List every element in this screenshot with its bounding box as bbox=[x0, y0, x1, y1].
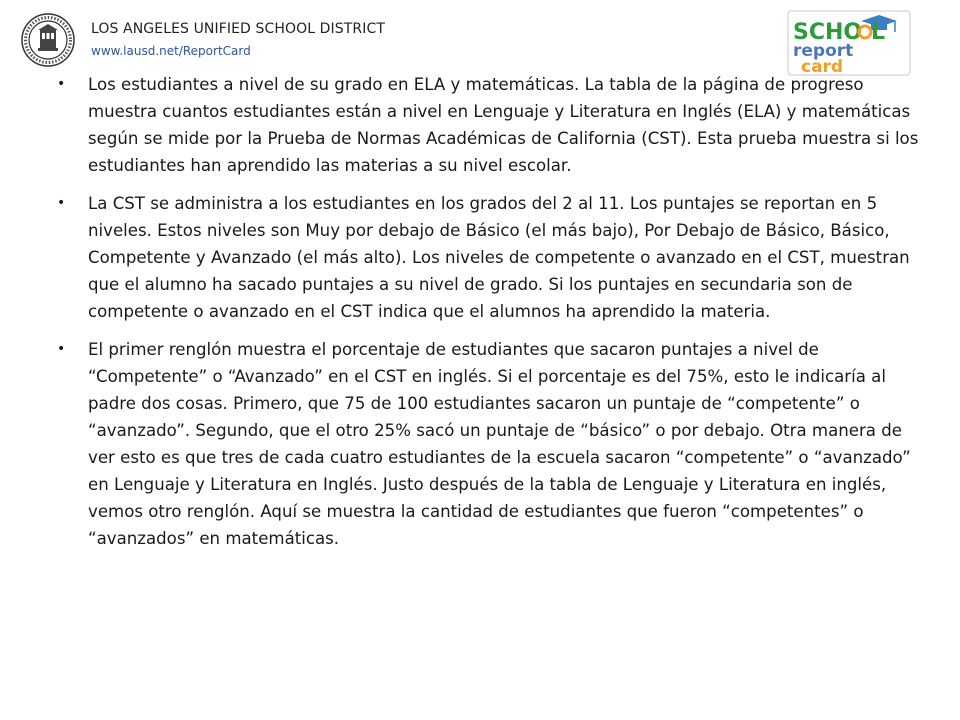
bullet-item bbox=[55, 71, 925, 179]
svg-text:report: report bbox=[793, 41, 854, 61]
lausd-seal-icon bbox=[21, 13, 75, 67]
bullet-marker: • bbox=[57, 195, 66, 211]
svg-text:L: L bbox=[871, 20, 886, 45]
svg-text:card: card bbox=[801, 57, 844, 76]
bullet-marker: • bbox=[57, 76, 66, 92]
report-card-url[interactable]: www.lausd.net/ReportCard bbox=[91, 44, 251, 58]
bullet-list bbox=[55, 71, 925, 563]
bullet-item bbox=[55, 336, 925, 552]
bullet-text: Los estudiantes a nivel de su grado en ELA y matemáticas. La tabla de la página de progreso muestra cuantos estudiantes están a nivel en Lenguaje y Literatura en Inglés (ELA) y matemáticas según se mide por la Prueba de Normas Académicas de California (CST). Esta prueba muestra si los estudiantes han aprendido las materias a su nivel escolar. bbox=[88, 75, 919, 175]
school-report-card-logo bbox=[787, 10, 911, 76]
svg-text:SCHO: SCHO bbox=[793, 20, 863, 45]
bullet-text: La CST se administra a los estudiantes en los grados del 2 al 11. Los puntajes se reportan en 5 niveles. Estos niveles son Muy por debajo de Básico (el más bajo), Por Debajo de Básico, Básico, Competente y Avanzado (el más alto). Los niveles de competente o avanzado en el CST, muestran que el alumno ha sacado puntajes a su nivel de grado. Si los puntajes en secundaria son de competente o avanzado en el CST indica que el alumnos ha aprendido la materia. bbox=[88, 194, 910, 321]
bullet-item bbox=[55, 190, 925, 325]
district-name: LOS ANGELES UNIFIED SCHOOL DISTRICT bbox=[91, 21, 385, 37]
bullet-marker: • bbox=[57, 341, 66, 357]
bullet-text: El primer renglón muestra el porcentaje de estudiantes que sacaron puntajes a nivel de “Competente” o “Avanzado” en el CST en inglés. Si el porcentaje es del 75%, esto le indicaría al padre dos cosas. Primero, que 75 de 100 estudiantes sacaron un puntaje de “competente” o “avanzado”. Segundo, que el otro 25% sacó un puntaje de “básico” o por debajo. Otra manera de ver esto es que tres de cada cuatro estudiantes de la escuela sacaron “competente” o “avanzado” en Lenguaje y Literatura en Inglés. Justo después de la tabla de Lenguaje y Literatura en inglés, vemos otro renglón. Aquí se muestra la cantidad de estudiantes que fueron “competentes” o “avanzados” en matemáticas. bbox=[88, 340, 911, 548]
